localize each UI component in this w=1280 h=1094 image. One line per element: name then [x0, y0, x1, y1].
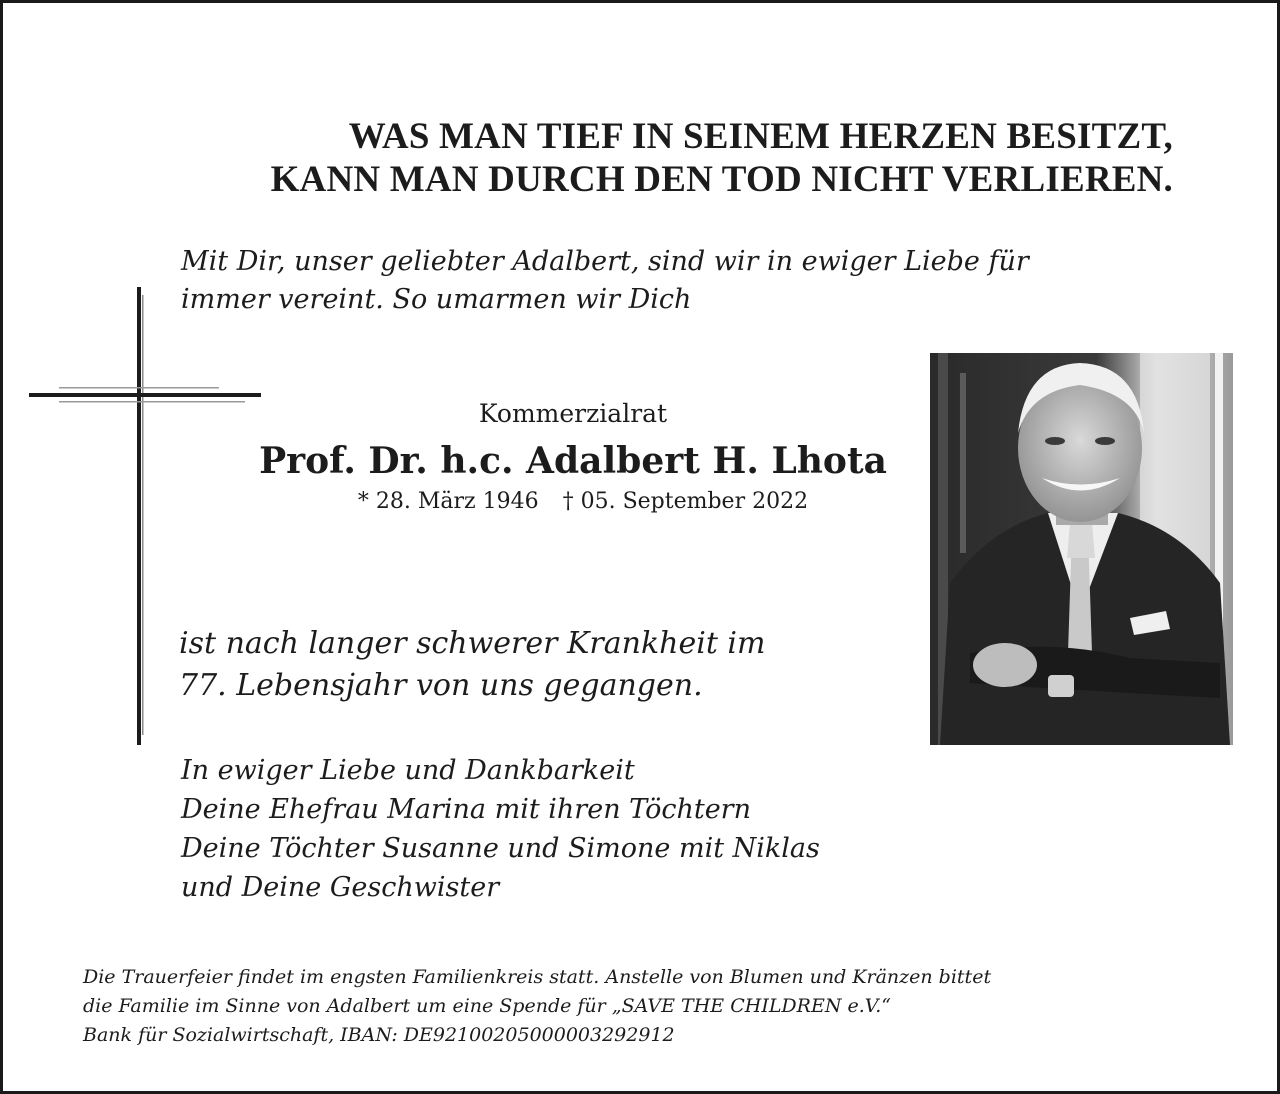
death-date: † 05. September 2022 [562, 489, 809, 514]
passing-line-2: 77. Lebensjahr von uns gegangen. [179, 668, 703, 703]
motto-line-2: KANN MAN DURCH DEN TOD NICHT VERLIEREN. [270, 159, 1173, 200]
honorary-title: Kommerzialrat [478, 399, 668, 428]
signature-line: In ewiger Liebe und Dankbarkeit [181, 755, 635, 786]
motto-line-1: WAS MAN TIEF IN SEINEM HERZEN BESITZT, [348, 116, 1173, 157]
mourners-signature [181, 751, 820, 907]
signature-line: Deine Töchter Susanne und Simone mit Niklas [181, 833, 820, 864]
passing-line-1: ist nach langer schwerer Krankheit im [179, 626, 766, 661]
intro-text [181, 243, 1121, 319]
intro-line-1: Mit Dir, unser geliebter Adalbert, sind wir in ewiger Liebe für [181, 246, 1029, 277]
footer-bank-line: Bank für Sozialwirtschaft, IBAN: DE92100205000003292912 [83, 1024, 675, 1046]
footer-line-2: die Familie im Sinne von Adalbert um eine Spende für „SAVE THE CHILDREN e.V.“ [83, 995, 891, 1017]
portrait-photo [930, 353, 1233, 745]
life-dates [263, 487, 903, 517]
deceased-name: Prof. Dr. h.c. Adalbert H. Lhota [259, 440, 887, 482]
birth-date: * 28. März 1946 [357, 489, 539, 514]
portrait-image [930, 353, 1233, 745]
footer-line-1: Die Trauerfeier findet im engsten Familienkreis statt. Anstelle von Blumen und Kränzen bittet [83, 966, 992, 988]
intro-line-2: immer vereint. So umarmen wir Dich [181, 284, 692, 315]
funeral-info-footer [83, 963, 1233, 1050]
signature-line: Deine Ehefrau Marina mit ihren Töchtern [181, 794, 751, 825]
passing-text [179, 623, 765, 707]
motto-heading [73, 115, 1173, 201]
signature-line: und Deine Geschwister [181, 872, 500, 903]
